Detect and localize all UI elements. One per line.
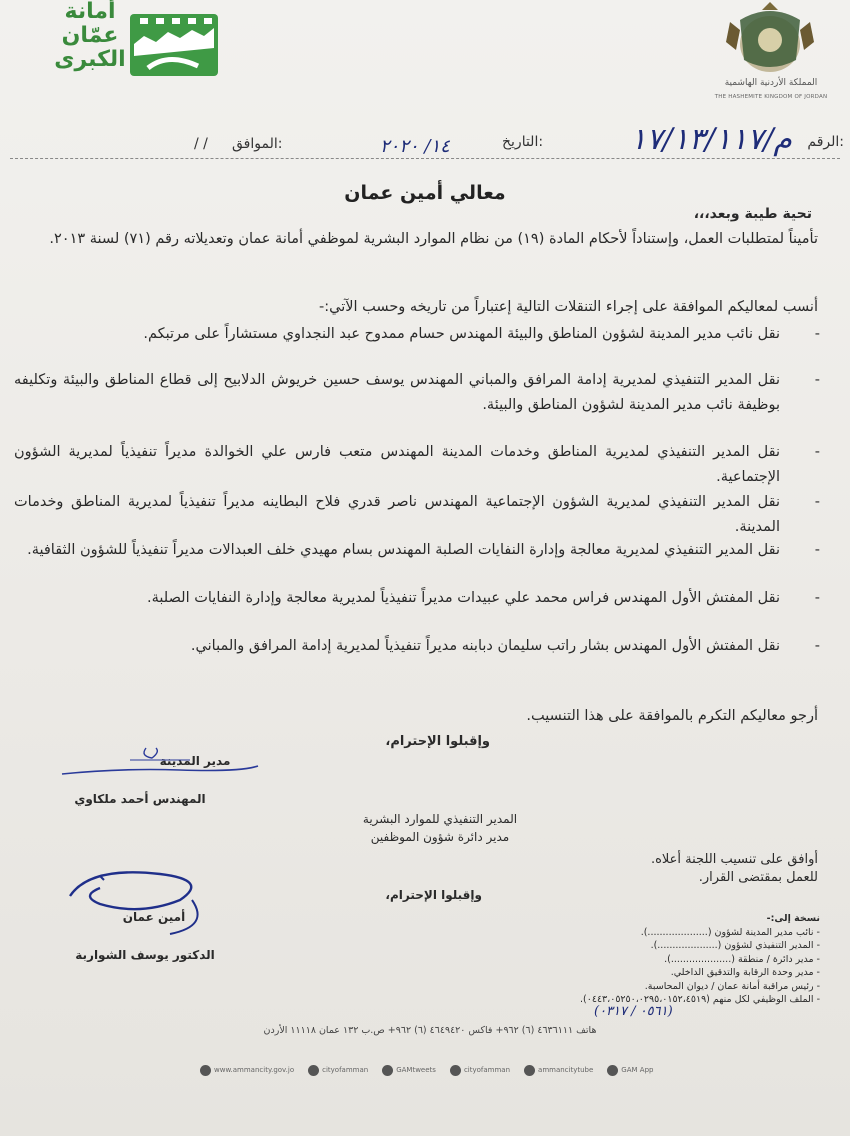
corresponding-date-value: / / — [194, 136, 208, 152]
gam-logo-icon — [128, 8, 220, 80]
app-link[interactable]: GAM App — [607, 1065, 653, 1076]
youtube-link[interactable]: ammancitytube — [524, 1065, 593, 1076]
mayor-title: أمين عمان — [122, 910, 186, 924]
copies-list — [570, 912, 820, 1007]
website-link[interactable]: www.ammancity.gov.jo — [200, 1065, 294, 1076]
list-item-text: نقل المفتش الأول المهندس بشار راتب سليمان دبابنه مديراً تنفيذياً لمديرية إدامة المرافق والمباني. — [190, 638, 780, 654]
globe-icon — [200, 1065, 211, 1076]
hr-department-title: مدير دائرة شؤون الموظفين — [370, 830, 510, 844]
twitter-link[interactable]: GAMtweets — [382, 1065, 436, 1076]
list-item: - نقل المفتش الأول المهندس بشار راتب سليمان دبابنه مديراً تنفيذياً لمديرية إدامة المرافق والمباني. — [14, 634, 820, 659]
list-item: - نقل المفتش الأول المهندس فراس محمد علي عبيدات مديراً تنفيذياً لمديرية معالجة وإدارة النفايات الصلبة. — [14, 586, 820, 611]
youtube-icon — [524, 1065, 535, 1076]
addressee-title: معالي أمين عمان — [344, 182, 506, 204]
hr-executive-title: المدير التنفيذي للموارد البشرية — [362, 812, 518, 826]
list-item: - نقل المدير التنفيذي لمديرية المناطق وخدمات المدينة المهندس متعب فارس علي الخوالدة مديراً تنفيذياً لمديرية الشؤون الإجتماعية. — [14, 440, 820, 490]
instagram-icon — [450, 1065, 461, 1076]
list-item-text: نقل المدير التنفيذي لمديرية إدامة المرافق والمباني المهندس يوسف حسين خريوش الدلابيح إلى قطاع المناطق والبيئة وتكليفه بوظيفة نائب مدير المدينة لشؤون المناطق والبيئة. — [14, 372, 780, 413]
date-value: ١٤/ ٢٠٢٠ — [380, 136, 450, 157]
list-item-text: نقل نائب مدير المدينة لشؤون المناطق والبيئة المهندس حسام ممدوح عبد النجداوي مستشاراً على مرتبكم. — [143, 326, 780, 342]
copy-item: - المدير التنفيذي لشؤون (....................). — [650, 940, 820, 951]
greeting: تحية طيبة وبعد،،، — [693, 206, 812, 222]
list-item-text: نقل المدير التنفيذي لمديرية معالجة وإدارة النفايات الصلبة المهندس بسام مهيدي خلف العبدالات مديراً تنفيذياً للشؤون الثقافية. — [27, 542, 780, 558]
list-item: - نقل المدير التنفيذي لمديرية معالجة وإدارة النفايات الصلبة المهندس بسام مهيدي خلف العبدالات مديراً تنفيذياً للشؤون الثقافية. — [14, 538, 820, 563]
approval-line-2: للعمل بمقتضى القرار. — [698, 870, 818, 885]
mayor-signature — [60, 856, 230, 946]
handwritten-file-numbers: (٠٥٦١ / ٠٣١٧) — [594, 1004, 673, 1019]
approval-line-1: أوافق على تنسيب اللجنة أعلاه. — [650, 852, 818, 867]
gam-logo-text: أمانة عمّان الكبرى — [54, 0, 126, 72]
list-item-text: نقل المفتش الأول المهندس فراس محمد علي عبيدات مديراً تنفيذياً لمديرية معالجة وإدارة النفايات الصلبة. — [147, 590, 780, 606]
copy-item: - الملف الوظيفي لكل منهم (٠٤٤٣،٠٥٢٥٠،٠٢٩٥،٠١٥٢،٤٥١٩). — [580, 994, 820, 1005]
kingdom-name-english: THE HASHEMITE KINGDOM OF JORDAN — [714, 94, 828, 100]
city-manager-title: مدير المدينة — [159, 754, 231, 768]
header-divider — [10, 158, 840, 159]
ref-number: م/١٧/١٣/١١٧ — [630, 122, 792, 157]
request-paragraph: أنسب لمعاليكم الموافقة على إجراء التنقلات التالية إعتباراً من تاريخه وحسب الآتي:- — [319, 299, 818, 315]
regards-2: وإقبلوا الإحترام، — [385, 888, 482, 902]
date-label: التاريخ: — [502, 134, 544, 150]
list-item-text: نقل المدير التنفيذي لمديرية الشؤون الإجتماعية المهندس ناصر قدري فلاح البطاينه مديراً تنفيذياً لمديرية المناطق وخدمات المدينة. — [14, 494, 780, 535]
footer-contact: هاتف ٤٦٣٦١١١ (٦) ٩٦٢+ فاكس ٤٦٤٩٤٢٠ (٦) ٩٦٢+ ص.ب ١٣٢ عمان ١١١١٨ الأردن — [263, 1025, 597, 1036]
list-item: - نقل المدير التنفيذي لمديرية إدامة المرافق والمباني المهندس يوسف حسين خريوش الدلابيح إلى قطاع المناطق والبيئة وتكليفه بوظيفة نائب مدير المدينة لشؤون المناطق والبيئة. — [14, 368, 820, 418]
facebook-link[interactable]: cityofamman — [308, 1065, 368, 1076]
closing-request: أرجو معاليكم التكرم بالموافقة على هذا التنسيب. — [526, 708, 818, 724]
copy-item: - نائب مدير المدينة لشؤون (....................). — [640, 926, 820, 938]
regards: وإقبلوا الإحترام، — [385, 734, 490, 749]
mayor-name: الدكتور يوسف الشواربة — [75, 948, 215, 962]
copy-item: - مدير وحدة الرقابة والتدقيق الداخلي. — [670, 967, 820, 978]
city-manager-signature — [60, 744, 260, 784]
instagram-link[interactable]: cityofamman — [450, 1065, 510, 1076]
social-links — [200, 1062, 660, 1078]
ref-label: الرقم: — [807, 134, 844, 150]
copy-item: - رئيس مراقبة أمانة عمان / ديوان المحاسبة. — [644, 980, 820, 992]
list-item-text: نقل المدير التنفيذي لمديرية المناطق وخدمات المدينة المهندس متعب فارس علي الخوالدة مديراً تنفيذياً لمديرية الشؤون الإجتماعية. — [14, 444, 780, 485]
kingdom-name-arabic: المملكة الأردنية الهاشمية — [724, 78, 818, 88]
list-item: - نقل نائب مدير المدينة لشؤون المناطق والبيئة المهندس حسام ممدوح عبد النجداوي مستشاراً على مرتبكم. — [14, 322, 820, 347]
copy-item: - مدير دائرة / منطقة (....................). — [664, 953, 820, 965]
list-item: - نقل المدير التنفيذي لمديرية الشؤون الإجتماعية المهندس ناصر قدري فلاح البطاينه مديراً تنفيذياً لمديرية المناطق وخدمات المدينة. — [14, 490, 820, 540]
city-manager-name: المهندس أحمد ملكاوي — [74, 792, 206, 806]
jordan-crest-icon — [722, 0, 818, 76]
intro-paragraph: تأميناً لمتطلبات العمل، وإستناداً لأحكام المادة (١٩) من نظام الموارد البشرية لموظفي أمانة عمان وتعديلاته رقم (٧١) لسنة ٢٠١٣. — [49, 231, 818, 247]
corresponding-date-label: الموافق: — [232, 136, 283, 152]
twitter-icon — [382, 1065, 393, 1076]
copies-label: نسخة إلى:- — [766, 913, 820, 924]
app-icon — [607, 1065, 618, 1076]
facebook-icon — [308, 1065, 319, 1076]
